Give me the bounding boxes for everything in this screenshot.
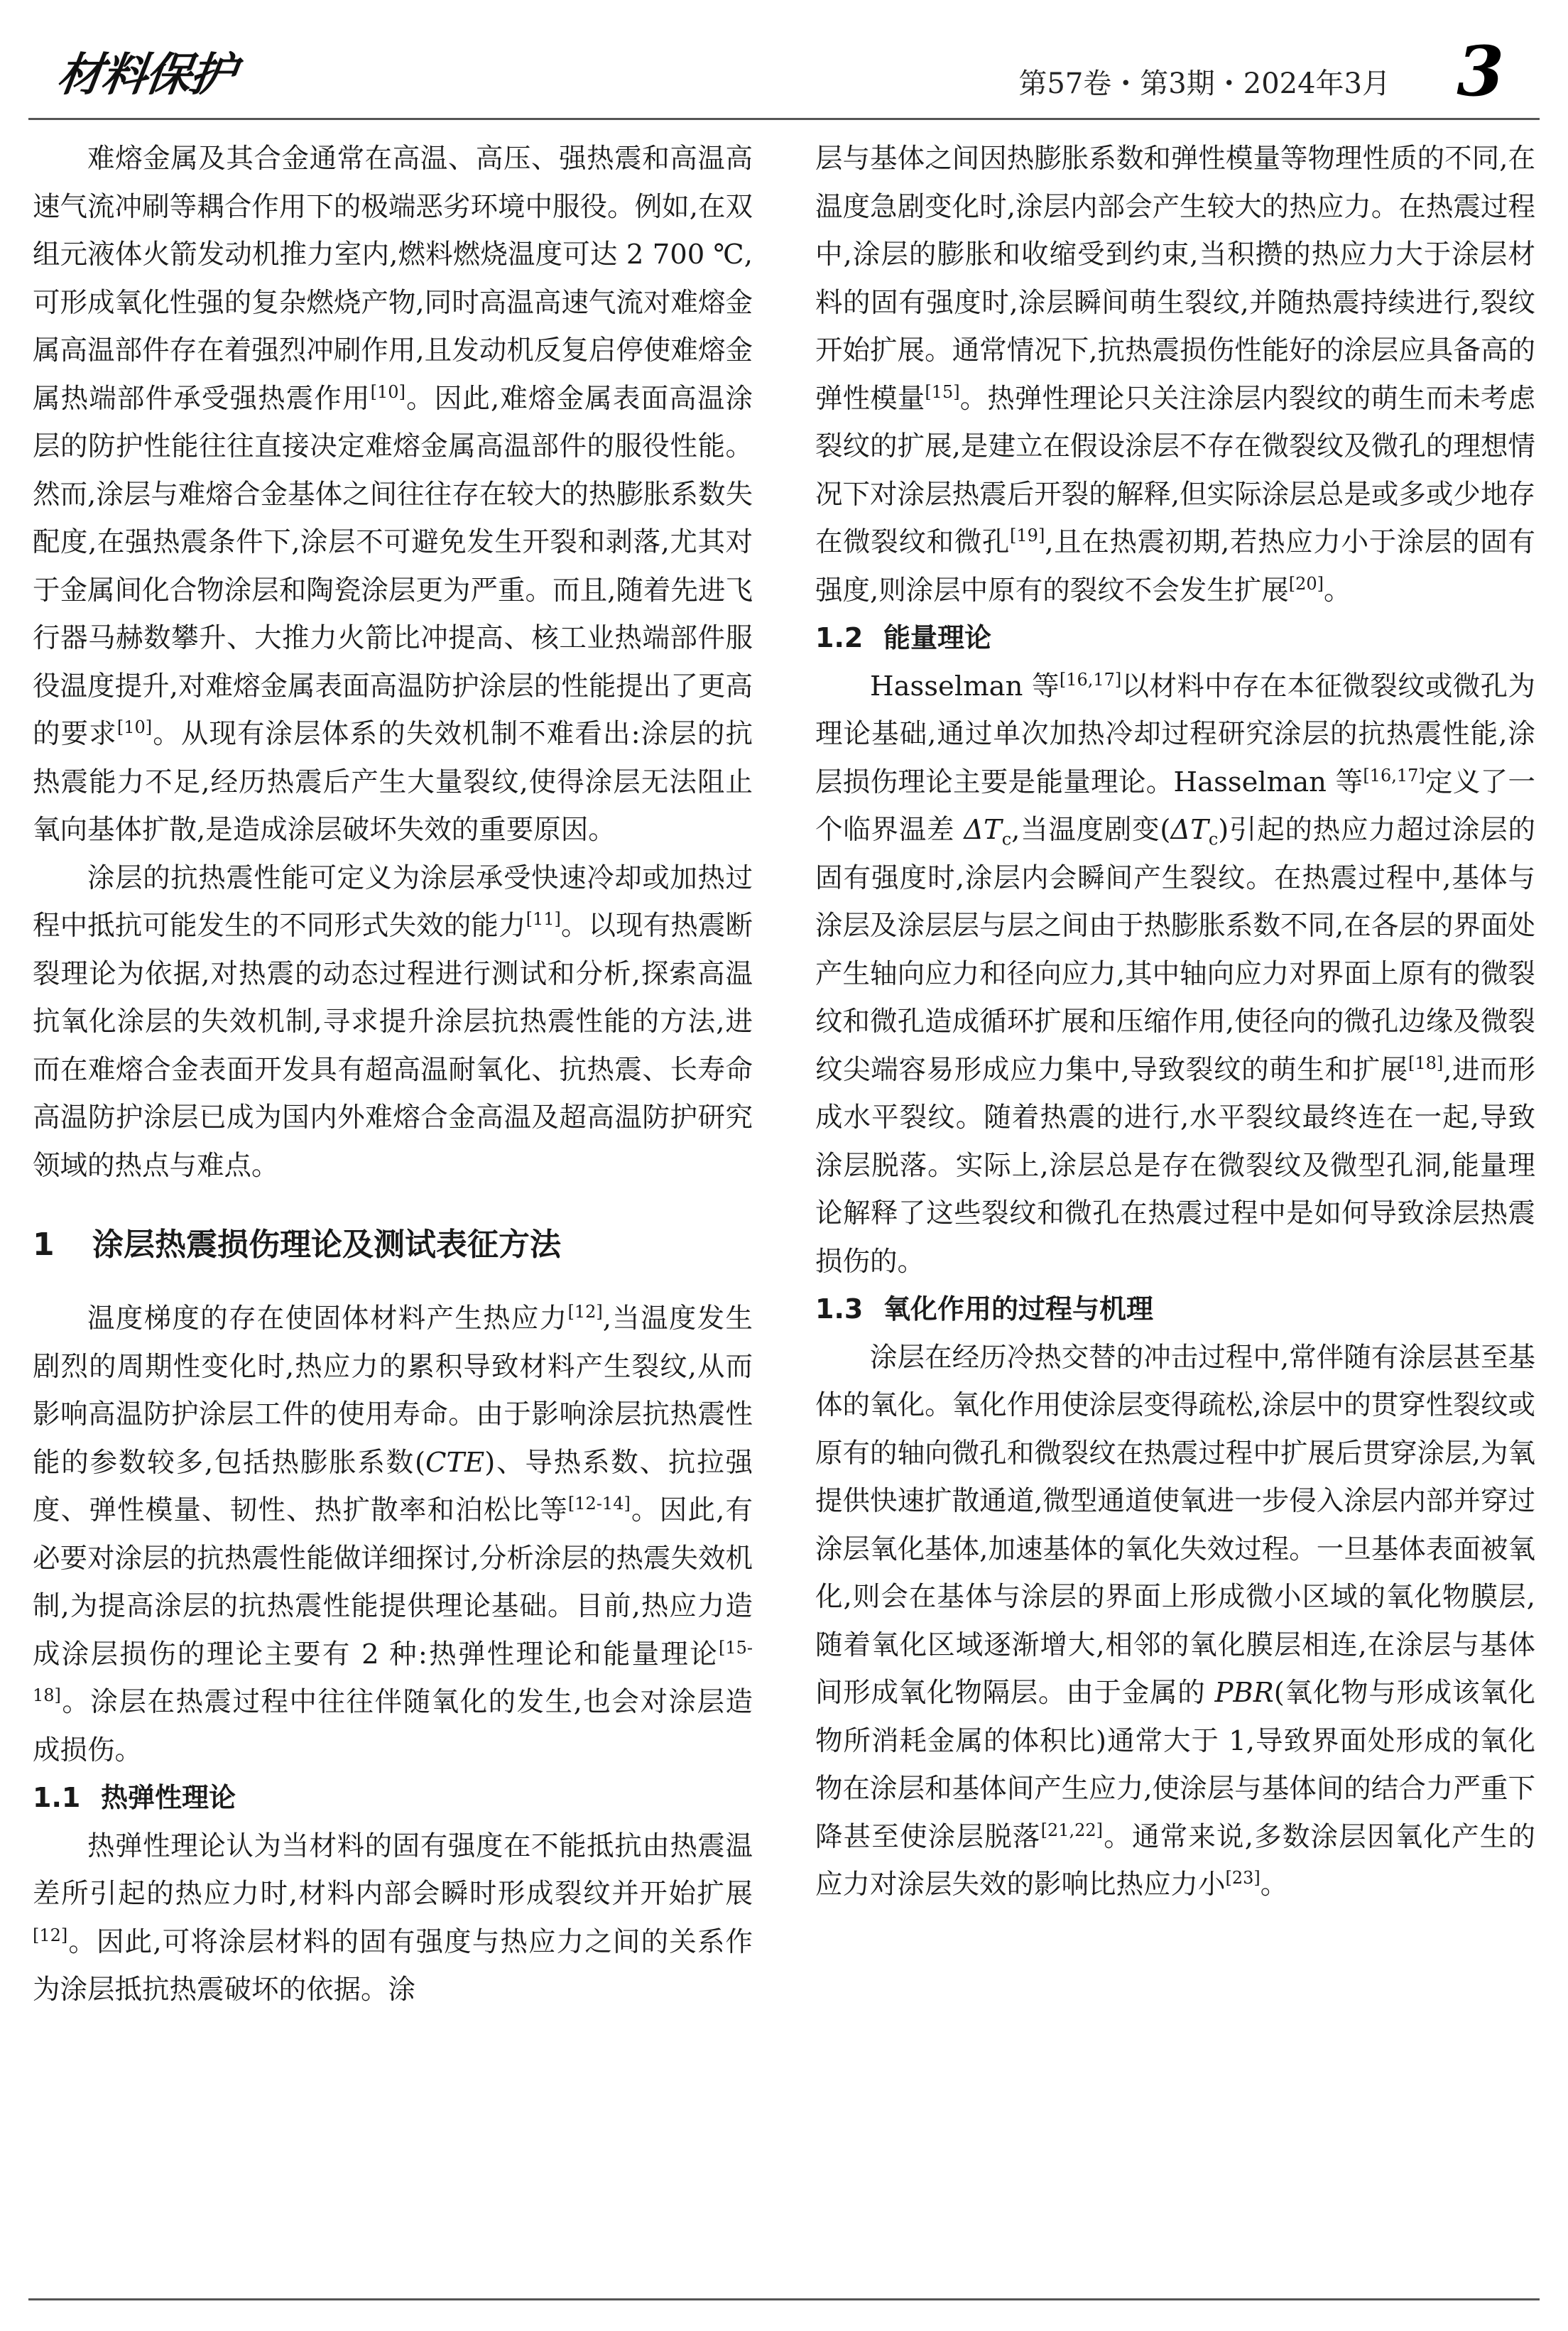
citation: [15-18] xyxy=(33,1637,753,1706)
citation: [12] xyxy=(33,1925,68,1945)
citation: [11] xyxy=(526,909,561,930)
paragraph: 温度梯度的存在使固体材料产生热应力[12],当温度发生剧烈的周期性变化时,热应力的累积导致材料产生裂纹,从而影响高温防护涂层工件的使用寿命。由于影响涂层抗热震性能的参数较多,包括热膨胀系数(CTE)、导热系数、抗拉强度、弹性模量、韧性、热扩散率和泊松比等[12-14]。因此,有必要对涂层的抗热震性能做详细探讨,分析涂层的热震失效机制,为提高涂层的抗热震性能提供理论基础。目前,热应力造成涂层损伤的理论主要有 2 种:热弹性理论和能量理论[15-18]。涂层在热震过程中往往伴随氧化的发生,也会对涂层造成损伤。 xyxy=(33,1302,753,1766)
footer-rule xyxy=(28,2298,1540,2300)
header-rule xyxy=(28,118,1540,120)
paragraph: Hasselman 等[16,17]以材料中存在本征微裂纹或微孔为理论基础,通过单次加热冷却过程研究涂层的抗热震性能,涂层损伤理论主要是能量理论。Hasselman 等[16,17]定义了一个临界温差 $\Delta T_c$,当温度剧变$(\Delta T_c)$引起的热应力超过涂层的固有强度时,涂层内会瞬间产生裂纹。在热震过程中,基体与涂层及涂层层与层之间由于热膨胀系数不同,在各层的界面处产生轴向应力和径向应力,其中轴向应力对界面上原有的微裂纹和微孔造成循环扩展和压缩作用,使径向的微孔边缘及微裂纹尖端容易形成应力集中,导致裂纹的萌生和扩展[18],进而形成水平裂纹。随着热震的进行,水平裂纹最终连在一起,导致涂层脱落。实际上,涂层总是存在微裂纹及微型孔洞,能量理论解释了这些裂纹和微孔在热震过程中是如何导致涂层热震损伤的。 xyxy=(815,669,1535,1278)
citation: [20] xyxy=(1288,573,1324,594)
subsection-heading: 1.2 能量理论 xyxy=(815,622,992,653)
citation: [12] xyxy=(567,1302,603,1322)
issue-info: 第57卷・第3期・2024年3月 xyxy=(1018,67,1390,100)
paragraph: 热弹性理论认为当材料的固有强度在不能抵抗由热震温差所引起的热应力时,材料内部会瞬时形成裂纹并开始扩展[12]。因此,可将涂层材料的固有强度与热应力之间的关系作为涂层抵抗热震破坏的依据。涂 xyxy=(33,1830,753,2006)
citation: [18] xyxy=(1408,1053,1444,1073)
citation: [10] xyxy=(370,381,405,402)
paragraph: 层与基体之间因热膨胀系数和弹性模量等物理性质的不同,在温度急剧变化时,涂层内部会产生较大的热应力。在热震过程中,涂层的膨胀和收缩受到约束,当积攒的热应力大于涂层材料的固有强度时,涂层瞬间萌生裂纹,并随热震持续进行,裂纹开始扩展。通常情况下,抗热震损伤性能好的涂层应具备高的弹性模量[15]。热弹性理论只关注涂层内裂纹的萌生而未考虑裂纹的扩展,是建立在假设涂层不存在微裂纹及微孔的理想情况下对涂层热震后开裂的解释,但实际涂层总是或多或少地存在微裂纹和微孔[19],且在热震初期,若热应力小于涂层的固有强度,则涂层中原有的裂纹不会发生扩展[20]。 xyxy=(815,143,1535,607)
citation: [23] xyxy=(1225,1868,1261,1889)
paragraph: 难熔金属及其合金通常在高温、高压、强热震和高温高速气流冲刷等耦合作用下的极端恶劣环境中服役。例如,在双组元液体火箭发动机推力室内,燃料燃烧温度可达 2 700 ℃,可形成氧化性强的复杂燃烧产物,同时高温高速气流对难熔金属高温部件存在着强烈冲刷作用,且发动机反复启停使难熔金属热端部件承受强热震作用[10]。因此,难熔金属表面高温涂层的防护性能往往直接决定难熔金属高温部件的服役性能。然而,涂层与难熔合金基体之间往往存在较大的热膨胀系数失配度,在强热震条件下,涂层不可避免发生开裂和剥落,尤其对于金属间化合物涂层和陶瓷涂层更为严重。而且,随着先进飞行器马赫数攀升、大推力火箭比冲提高、核工业热端部件服役温度提升,对难熔金属表面高温防护涂层的性能提出了更高的要求[10]。从现有涂层体系的失效机制不难看出:涂层的抗热震能力不足,经历热震后产生大量裂纹,使得涂层无法阻止氧向基体扩散,是造成涂层破坏失效的重要原因。 xyxy=(33,143,753,846)
citation: [16,17] xyxy=(1059,669,1122,690)
left-column xyxy=(33,135,753,2014)
citation: [19] xyxy=(1010,526,1045,546)
right-column xyxy=(815,135,1535,1909)
citation: [15] xyxy=(925,381,960,402)
subsection-heading: 1.1 热弹性理论 xyxy=(33,1782,236,1813)
section-heading: 1 涂层热震损伤理论及测试表征方法 xyxy=(33,1227,561,1263)
paragraph: 涂层在经历冷热交替的冲击过程中,常伴随有涂层甚至基体的氧化。氧化作用使涂层变得疏松,涂层中的贯穿性裂纹或原有的轴向微孔和微裂纹在热震过程中扩展后贯穿涂层,为氧提供快速扩散通道,微型通道使氧进一步侵入涂层内部并穿过涂层氧化基体,加速基体的氧化失效过程。一旦基体表面被氧化,则会在基体与涂层的界面上形成微小区域的氧化物膜层,随着氧化区域逐渐增大,相邻的氧化膜层相连,在涂层与基体间形成氧化物隔层。由于金属的 PBR(氧化物与形成该氧化物所消耗金属的体积比)通常大于 1,导致界面处形成的氧化物在涂层和基体间产生应力,使涂层与基体间的结合力严重下降甚至使涂层脱落[21,22]。通常来说,多数涂层因氧化产生的应力对涂层失效的影响比热应力小[23]。 xyxy=(815,1341,1535,1901)
journal-logo: 材料保护 xyxy=(53,49,238,102)
citation: [21,22] xyxy=(1040,1820,1104,1840)
subsection-heading: 1.3 氧化作用的过程与机理 xyxy=(815,1293,1154,1325)
citation: [12-14] xyxy=(567,1494,631,1514)
citation: [10] xyxy=(116,717,153,738)
citation: [16,17] xyxy=(1363,765,1425,786)
page-header xyxy=(28,26,1540,111)
paragraph: 涂层的抗热震性能可定义为涂层承受快速冷却或加热过程中抵抗可能发生的不同形式失效的能力[11]。以现有热震断裂理论为依据,对热震的动态过程进行测试和分析,探索高温抗氧化涂层的失效机制,寻求提升涂层抗热震性能的方法,进而在难熔合金表面开发具有超高温耐氧化、抗热震、长寿命高温防护涂层已成为国内外难熔合金高温及超高温防护研究领域的热点与难点。 xyxy=(33,862,753,1182)
page-number: 3 xyxy=(1457,31,1504,112)
